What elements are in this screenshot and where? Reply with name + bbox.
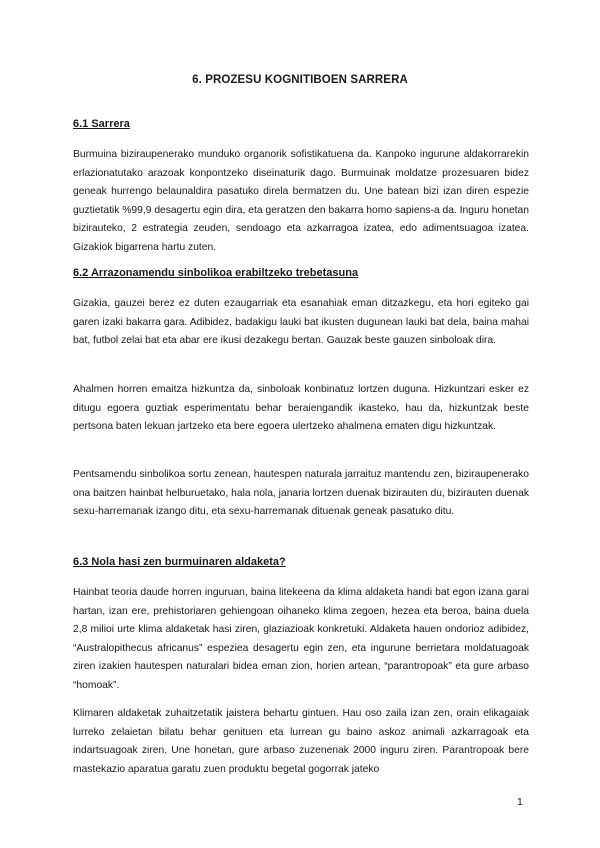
paragraph: Pentsamendu sinbolikoa sortu zenean, hautespen naturala jarraituz mantendu zen, biziraupenerako ona baitzen hainbat helburuetako, hala nola, janaria lortzen duenak bizirauten du, bizirauten duenak sexu-harremanak izango ditu, eta sexu-harremanak dituenak geneak pasatuko ditu.: [73, 469, 529, 518]
section-heading-6-1: 6.1 Sarrera: [73, 118, 130, 130]
document-title: 6. PROZESU KOGNITIBOEN SARRERA: [192, 74, 408, 86]
paragraph: Klimaren aldaketak zuhaitzetatik jaistera behartu gintuen. Hau oso zaila izan zen, orain elikagaiak lurreko zelaietan bilatu behar genituen eta lurrean gu baino askoz animali azkarragoak eta indartsuagoak ziren. Une honetan, gure arbaso zuzenenak 2000 inguru ziren. Parantropoak bere mastekazio aparatua garatu zuen produktu begetal gogorrak jateko: [73, 708, 529, 775]
paragraph: Burmuina biziraupenerako munduko organorik sofistikatuena da. Kanpoko ingurune aldakorrarekin erlazionatutako arazoak konpontzeko diseinaturik dago. Burmuinak moldatze prozesuaren bidez geneak hurrengo belaunaldira pasatuko direla bermatzen du. Une batean bizi izan diren espezie guztietatik %99,9 desagertu egin dira, eta geratzen den bakarra homo sapiens-a da. Inguru honetan bizirauteko, 2 estrategia zeuden, sendoago eta azkarragoa izatea, edo adimentsuagoa izatea. Gizakiok bigarrena hartu zuten.: [73, 149, 529, 253]
section-heading-6-3: 6.3 Nola hasi zen burmuinaren aldaketa?: [73, 556, 286, 568]
page-number: 1: [517, 796, 523, 808]
paragraph: Ahalmen horren emaitza hizkuntza da, sinboloak konbinatuz lortzen duguna. Hizkuntzari esker ez ditugu egoera guztiak esperimentatu behar beraiengandik ikasteko, hau da, hizkuntzak beste pertsona baten lekuan jartzeko eta bere egoera ulertzeko ahalmena ematen digu hizkuntzak.: [73, 384, 529, 433]
section-heading-6-2: 6.2 Arrazonamendu sinbolikoa erabiltzeko trebetasuna: [73, 267, 359, 279]
paragraph: Hainbat teoria daude horren inguruan, baina litekeena da klima aldaketa handi bat egon izana garai hartan, izan ere, prehistoriaren gehiengoan oihaneko klima zegoen, hezea eta beroa, baina duela 2,8 milioi urte klima aldaketak hasi ziren, glaziazioak konkretuki. Aldaketa hauen ondorioz adibidez, “Australopithecus africanus” espeziea desagertu egin zen, eta ingurune berrietara moldatuagoak ziren izakien hautespen naturalari bidea eman zion, horien artean, “parantropoak” eta gure arbaso “homoak”.: [73, 587, 529, 691]
paragraph: Gizakia, gauzei berez ez duten ezaugarriak eta esanahiak eman ditzazkegu, eta hori egiteko gai garen izaki bakarra gara. Adibidez, badakigu lauki bat ikusten dugunean lauki bat dela, baina mahai bat, futbol zelai bat eta abar ere ikusi dezakegu bertan. Gauzak beste gauzen sinboloak dira.: [73, 298, 529, 347]
